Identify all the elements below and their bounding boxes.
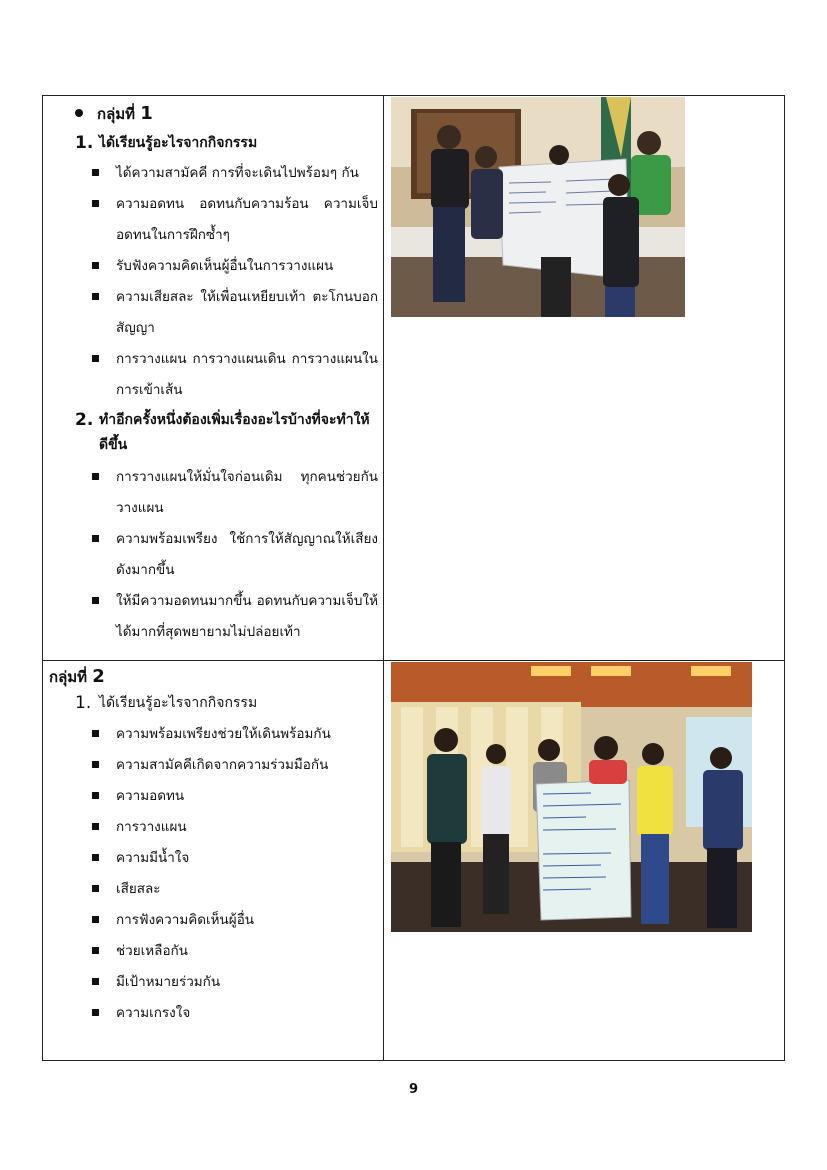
list-item: รับฟังความคิดเห็นผู้อื่นในการวางแผน xyxy=(88,251,378,282)
list-item: ความสามัคคีเกิดจากความร่วมมือกัน xyxy=(88,750,378,781)
group-1-photo-image xyxy=(391,97,685,317)
group-1-photo-cell xyxy=(384,96,784,660)
list-item: ความอดทน xyxy=(88,781,378,812)
list-item: ความพร้อมเพรียงช่วยให้เดินพร้อมกัน xyxy=(88,719,378,750)
group-1-row xyxy=(43,96,784,661)
list-item: ความเสียสละ ให้เพื่อนเหยียบเท้า ตะโกนบอกสัญญา xyxy=(88,282,378,344)
group-1-section-1-list xyxy=(88,158,378,406)
list-item: การวางแผนให้มั่นใจก่อนเดิม ทุกคนช่วยกันวางแผน xyxy=(88,462,378,524)
list-item: ได้ความสามัคคี การที่จะเดินไปพร้อมๆ กัน xyxy=(88,158,378,189)
group-1-section-2-list xyxy=(88,462,378,648)
group-2-photo-cell xyxy=(384,661,784,1060)
group-2-section-1-heading: 1. ได้เรียนรู้อะไรจากกิจกรรม xyxy=(75,693,258,713)
list-item: การฟังความคิดเห็นผู้อื่น xyxy=(88,905,378,936)
list-item: ความอดทน อดทนกับความร้อน ความเจ็บ อดทนในการฝึกซ้ำๆ xyxy=(88,189,378,251)
list-item: ให้มีความอดทนมากขึ้น อดทนกับความเจ็บให้ได้มากที่สุดพยายามไม่ปล่อยเท้า xyxy=(88,586,378,648)
list-item: ช่วยเหลือกัน xyxy=(88,936,378,967)
list-item: เสียสละ xyxy=(88,874,378,905)
group-1-section-1-heading: 1. ได้เรียนรู้อะไรจากกิจกรรม xyxy=(75,133,258,153)
group-2-photo xyxy=(391,662,752,932)
group-1-section-2-heading: 2. ทำอีกครั้งหนึ่งต้องเพิ่มเรื่องอะไรบ้างที่จะทำให้ดีขึ้น xyxy=(75,410,370,453)
group-2-row xyxy=(43,661,784,1060)
bullet-dot-icon xyxy=(75,109,83,117)
page-number: 9 xyxy=(408,1082,419,1097)
list-item: ความเกรงใจ xyxy=(88,998,378,1029)
activity-summary-table xyxy=(42,95,785,1061)
list-item: ความพร้อมเพรียง ใช้การให้สัญญาณให้เสียงดังมากขึ้น xyxy=(88,524,378,586)
list-item: มีเป้าหมายร่วมกัน xyxy=(88,967,378,998)
group-2-photo-image xyxy=(391,662,752,932)
list-item: ความมีน้ำใจ xyxy=(88,843,378,874)
list-item: การวางแผน การวางแผนเดิน การวางแผนในการเข้าเส้น xyxy=(88,344,378,406)
list-item: การวางแผน xyxy=(88,812,378,843)
group-2-title: กลุ่มที่ 2 xyxy=(49,666,105,687)
group-1-text-cell xyxy=(43,96,384,660)
group-1-title: กลุ่มที่ 1 xyxy=(75,104,153,124)
group-2-text-cell xyxy=(43,661,384,1060)
group-1-photo xyxy=(391,97,685,317)
group-2-section-1-list xyxy=(88,719,378,1029)
